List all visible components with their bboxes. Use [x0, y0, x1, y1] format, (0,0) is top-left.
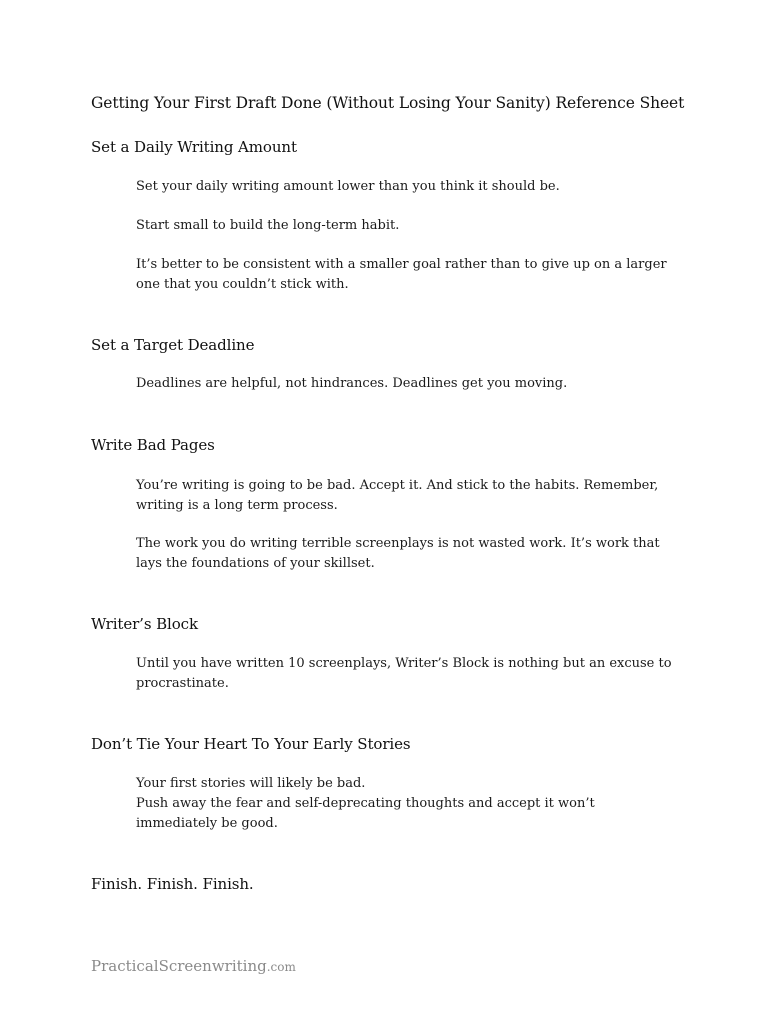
- section-heading-target-deadline: Set a Target Deadline: [91, 336, 255, 354]
- paragraph: Start small to build the long-term habit.: [136, 218, 400, 233]
- section-heading-writers-block: Writer’s Block: [91, 615, 198, 633]
- paragraph: Set your daily writing amount lower than you think it should be.: [136, 179, 560, 194]
- paragraph: It’s better to be consistent with a smaller goal rather than to give up on a larger one that you couldn’t stick with.: [136, 257, 667, 292]
- paragraph: You’re writing is going to be bad. Accept it. And stick to the habits. Remember, writing is a long term process.: [136, 478, 659, 513]
- footer-brand: [91, 956, 296, 975]
- section-heading-write-bad-pages: Write Bad Pages: [91, 436, 215, 454]
- paragraph: Deadlines are helpful, not hindrances. Deadlines get you moving.: [136, 376, 568, 391]
- section-heading-dont-tie-your-heart: Don’t Tie Your Heart To Your Early Stories: [91, 735, 411, 753]
- footer-brand-name: PracticalScreenwriting: [91, 957, 267, 975]
- document-title: Getting Your First Draft Done (Without Losing Your Sanity) Reference Sheet: [91, 94, 685, 112]
- paragraph: Push away the fear and self-deprecating thoughts and accept it won’t immediately be good.: [136, 796, 595, 831]
- section-heading-daily-writing-amount: Set a Daily Writing Amount: [91, 138, 297, 156]
- paragraph: Your first stories will likely be bad.: [136, 776, 366, 791]
- paragraph: The work you do writing terrible screenplays is not wasted work. It’s work that lays the foundations of your skillset.: [136, 536, 660, 571]
- paragraph: Until you have written 10 screenplays, Writer’s Block is nothing but an excuse to procrastinate.: [136, 656, 672, 691]
- footer-brand-tld: .com: [266, 960, 296, 974]
- section-heading-finish: Finish. Finish. Finish.: [91, 875, 254, 893]
